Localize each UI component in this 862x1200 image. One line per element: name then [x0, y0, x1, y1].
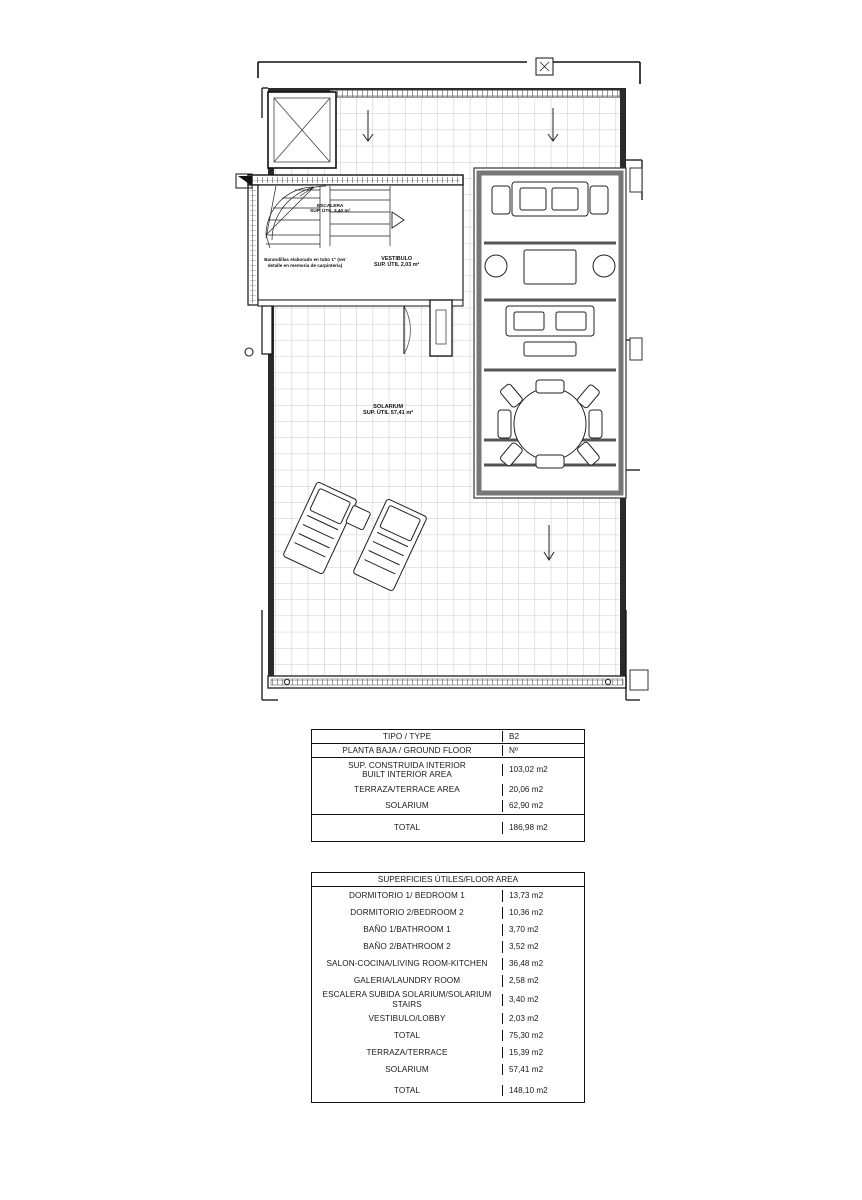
label-solarium-area: SUP. ÚTIL 57,41 m² [363, 410, 414, 416]
bedroom-1-label: DORMITORIO 1/ BEDROOM 1 [349, 891, 465, 901]
table-row [312, 989, 584, 1010]
bathroom-1-label: BAÑO 1/BATHROOM 1 [363, 925, 451, 935]
table-row [312, 938, 584, 955]
solarium-area-label: SOLARIUM [385, 801, 429, 811]
table-row [312, 921, 584, 938]
table-row [312, 1044, 584, 1061]
table-row [312, 904, 584, 921]
terrace-value: 15,39 m2 [502, 1047, 584, 1058]
floor-area-table [311, 872, 585, 1103]
floor-header-value: Nº [502, 745, 584, 756]
table-row [312, 955, 584, 972]
terrace-area-value: 20,06 m2 [502, 784, 584, 795]
machine-room [268, 92, 336, 168]
top-balustrade [330, 90, 620, 97]
lobby-value: 2,03 m2 [502, 1013, 584, 1024]
table-row [312, 744, 584, 758]
built-area-label [312, 760, 502, 781]
table-row [312, 972, 584, 989]
type-header-label: TIPO / TYPE [382, 731, 432, 741]
table-row [312, 1061, 584, 1078]
type-total-value: 186,98 m2 [502, 822, 584, 833]
table-row [312, 1027, 584, 1044]
right-pillars [630, 168, 648, 690]
bathroom-2-label: BAÑO 2/BATHROOM 2 [363, 942, 451, 952]
lobby-label: VESTIBULO/LOBBY [368, 1014, 446, 1024]
label-vestibulo [374, 256, 419, 268]
solarium-stairs-label: ESCALERA SUBIDA SOLARIUM/SOLARIUM STAIRS [322, 990, 492, 1009]
table-row [312, 758, 584, 782]
reference-marks [258, 58, 640, 84]
label-vestibulo-area: SUP. ÚTIL 2,03 m² [374, 262, 420, 268]
solarium-stairs-value: 3,40 m2 [502, 994, 584, 1005]
built-area-label-en: BUILT INTERIOR AREA [362, 770, 452, 779]
floor-total-value: 148,10 m2 [502, 1085, 584, 1096]
laundry-value: 2,58 m2 [502, 975, 584, 986]
terrace-area-label: TERRAZA/TERRACE AREA [354, 785, 460, 795]
table-header-row [312, 873, 584, 887]
bathroom-2-value: 3,52 m2 [502, 941, 584, 952]
subtotal-value: 75,30 m2 [502, 1030, 584, 1041]
carpentry-note: Barandillas elaborado en tubo 1" (ver detalle en memoria de carpintería) [264, 257, 346, 269]
solarium-value: 57,41 m2 [502, 1064, 584, 1075]
floor-header-label: PLANTA BAJA / GROUND FLOOR [342, 745, 472, 755]
label-solarium [363, 404, 413, 416]
living-kitchen-label: SALON-COCINA/LIVING ROOM-KITCHEN [326, 959, 488, 969]
table-row [312, 1010, 584, 1027]
built-area-label-es: SUP. CONSTRUIDA INTERIOR [348, 760, 466, 770]
table-row-total [312, 815, 584, 841]
type-area-table [311, 729, 585, 842]
subtotal-label: TOTAL [393, 1031, 421, 1041]
bedroom-2-label: DORMITORIO 2/BEDROOM 2 [350, 908, 464, 918]
table-row [312, 782, 584, 798]
label-vestibulo-title: VESTIBULO [381, 256, 413, 262]
outdoor-sofa [492, 182, 608, 216]
table-row [312, 798, 584, 815]
left-wall-opening [245, 306, 272, 356]
staircase [236, 174, 463, 306]
living-kitchen-value: 36,48 m2 [502, 958, 584, 969]
type-total-label: TOTAL [393, 823, 421, 833]
dining-table [498, 380, 602, 468]
floor-total-label: TOTAL [393, 1085, 421, 1095]
label-escalera-title: ESCALERA [316, 204, 344, 209]
bedroom-1-value: 13,73 m2 [502, 890, 584, 901]
table-row-total [312, 1078, 584, 1102]
floor-area-header: SUPERFICIES ÚTILES/FLOOR AREA [377, 875, 519, 884]
laundry-label: GALERIA/LAUNDRY ROOM [353, 976, 461, 986]
label-escalera [310, 204, 350, 214]
type-header-value: B2 [502, 731, 584, 742]
label-escalera-area: SUP. ÚTIL 3,40 m² [310, 209, 351, 214]
solarium-label: SOLARIUM [385, 1065, 429, 1075]
table-row [312, 730, 584, 744]
built-area-value: 103,02 m2 [502, 764, 584, 775]
bedroom-2-value: 10,36 m2 [502, 907, 584, 918]
table-row [312, 887, 584, 904]
solarium-area-value: 62,90 m2 [502, 800, 584, 811]
terrace-label: TERRAZA/TERRACE [366, 1048, 448, 1058]
label-solarium-title: SOLARIUM [373, 404, 403, 410]
bathroom-1-value: 3,70 m2 [502, 924, 584, 935]
